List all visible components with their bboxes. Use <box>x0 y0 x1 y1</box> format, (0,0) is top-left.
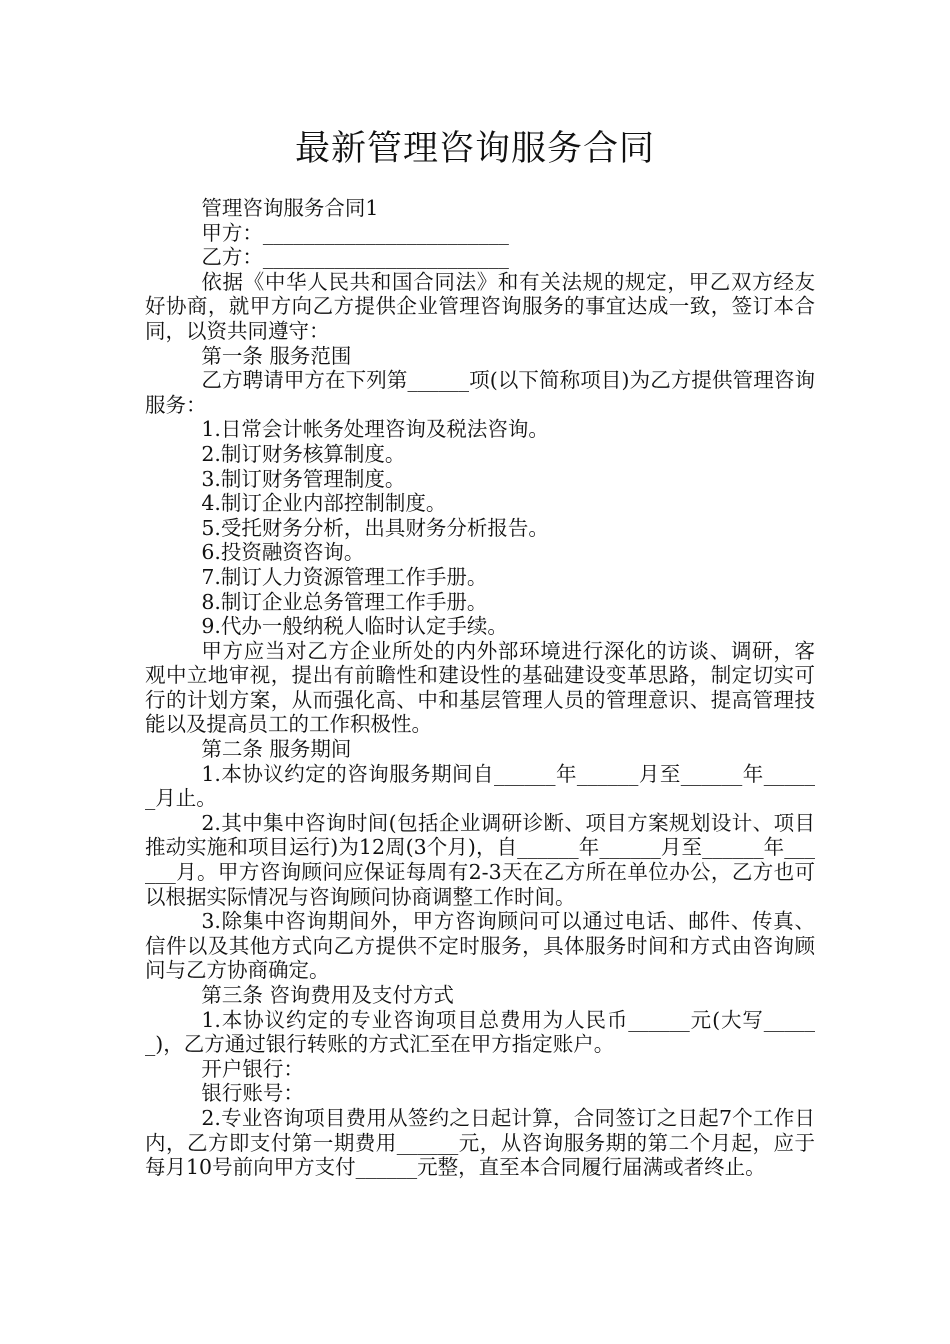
article-3-clause-2: 2.专业咨询项目费用从签约之日起计算，合同签订之日起7个工作日内，乙方即支付第一期费用______元，从咨询服务期的第二个月起，应于每月10号前向甲方支付______元整，直至本合同履行届满或者终止。 <box>145 1105 815 1180</box>
service-item-9: 9.代办一般纳税人临时认定手续。 <box>201 614 508 639</box>
article-3-heading: 第三条 咨询费用及支付方式 <box>201 983 454 1007</box>
article-1-heading: 第一条 服务范围 <box>201 343 352 368</box>
contract-number-line: 管理咨询服务合同1 <box>201 196 379 220</box>
bank-account-line: 银行账号： <box>201 1081 304 1106</box>
article-3-clause-1: 1.本协议约定的专业咨询项目总费用为人民币______元(大写______)，乙方通过银行转账的方式汇至在甲方指定账户。 <box>145 1007 815 1057</box>
article-1-intro: 乙方聘请甲方在下列第______项(以下简称项目)为乙方提供管理咨询服务： <box>145 368 815 417</box>
service-item-6: 6.投资融资咨询。 <box>201 540 365 565</box>
service-item-1: 1.日常会计帐务处理咨询及税法咨询。 <box>201 417 549 442</box>
document-body <box>145 196 815 1180</box>
service-item-2: 2.制订财务核算制度。 <box>201 441 406 466</box>
party-b-line: 乙方：________________________ <box>201 245 509 270</box>
party-a-line: 甲方：________________________ <box>201 220 509 245</box>
article-2-heading: 第二条 服务期间 <box>201 737 352 762</box>
service-item-5: 5.受托财务分析，出具财务分析报告。 <box>201 515 549 540</box>
service-item-7: 7.制订人力资源管理工作手册。 <box>201 564 488 589</box>
document-title: 最新管理咨询服务合同 <box>294 129 655 169</box>
preamble-paragraph: 依据《中华人民共和国合同法》和有关法规的规定，甲乙双方经友好协商，就甲方向乙方提供企业管理咨询服务的事宜达成一致，签订本合同，以资共同遵守： <box>145 269 815 343</box>
service-item-3: 3.制订财务管理制度。 <box>201 466 406 491</box>
article-2-clause-2: 2.其中集中咨询时间(包括企业调研诊断、项目方案规划设计、项目推动实施和项目运行)为12周(3个月)，自______年______月至______年______月。甲方咨询顾问应保证每周有2-3天在乙方所在单位办公，乙方也可以根据实际情况与咨询顾问协商调整工作时间。 <box>145 810 815 909</box>
article-2-clause-3: 3.除集中咨询期间外，甲方咨询顾问可以通过电话、邮件、传真、信件以及其他方式向乙方提供不定时服务，具体服务时间和方式由咨询顾问与乙方协商确定。 <box>145 909 815 983</box>
bank-name-line: 开户银行： <box>201 1056 304 1081</box>
article-2-clause-1: 1.本协议约定的咨询服务期间自______年______月至______年______月止。 <box>145 761 815 811</box>
service-item-8: 8.制订企业总务管理工作手册。 <box>201 589 488 614</box>
service-item-4: 4.制订企业内部控制制度。 <box>201 491 447 516</box>
article-1-obligation-paragraph: 甲方应当对乙方企业所处的内外部环境进行深化的访谈、调研，客观中立地审视，提出有前瞻性和建设性的基础建设变革思路，制定切实可行的计划方案，从而强化高、中和基层管理人员的管理意识、提高管理技能以及提高员工的工作积极性。 <box>145 638 815 737</box>
